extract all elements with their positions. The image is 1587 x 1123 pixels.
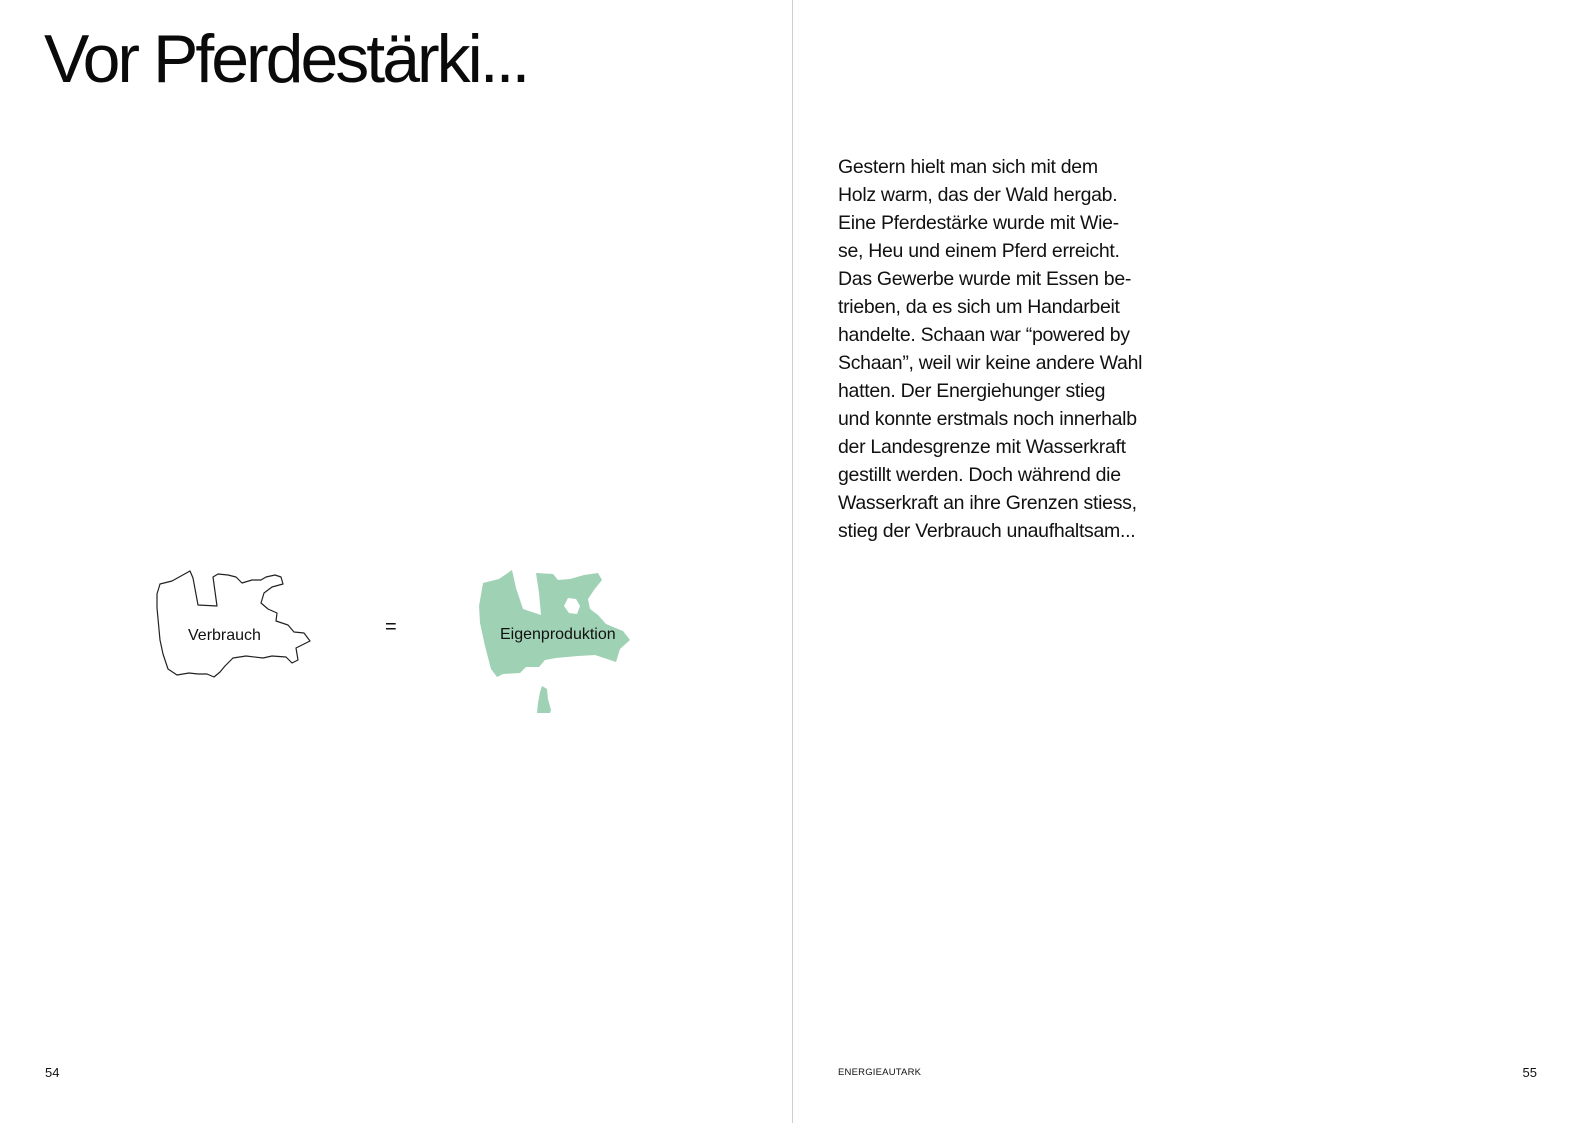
production-green-map (479, 570, 630, 677)
body-line: Eine Pferdestärke wurde mit Wie- (838, 212, 1119, 234)
body-line: Schaan”, weil wir keine andere Wahl (838, 352, 1143, 374)
equals-sign: = (385, 616, 397, 638)
body-line: gestillt werden. Doch während die (838, 464, 1121, 486)
body-line: hatten. Der Energiehunger stieg (838, 380, 1106, 402)
consumption-outline-map (157, 571, 310, 677)
body-line: Das Gewerbe wurde mit Essen be- (838, 268, 1132, 290)
body-line: und konnte erstmals noch innerhalb (838, 408, 1137, 430)
page-title: Vor Pferdestärki... (44, 21, 528, 97)
body-line: Wasserkraft an ihre Grenzen stiess, (838, 492, 1137, 514)
production-label: Eigenproduktion (500, 626, 616, 643)
body-line: se, Heu und einem Pferd erreicht. (838, 240, 1120, 262)
consumption-label: Verbrauch (188, 627, 261, 644)
production-small-patch (537, 686, 551, 713)
running-head: ENERGIEAUTARK (838, 1067, 922, 1078)
body-line: Gestern hielt man sich mit dem (838, 156, 1098, 178)
left-page (0, 0, 792, 1123)
body-line: Holz warm, das der Wald hergab. (838, 184, 1118, 206)
body-paragraph (838, 153, 1198, 545)
page-number-right: 55 (1522, 1065, 1537, 1080)
body-line: handelte. Schaan war “powered by (838, 324, 1130, 346)
body-line: trieben, da es sich um Handarbeit (838, 296, 1120, 318)
right-page (793, 0, 1587, 1123)
body-line: der Landesgrenze mit Wasserkraft (838, 436, 1126, 458)
body-line: stieg der Verbrauch unaufhaltsam... (838, 520, 1136, 542)
page-number-left: 54 (45, 1065, 60, 1080)
map-comparison-graphic (150, 568, 650, 728)
consumption-production-figure (150, 568, 650, 728)
